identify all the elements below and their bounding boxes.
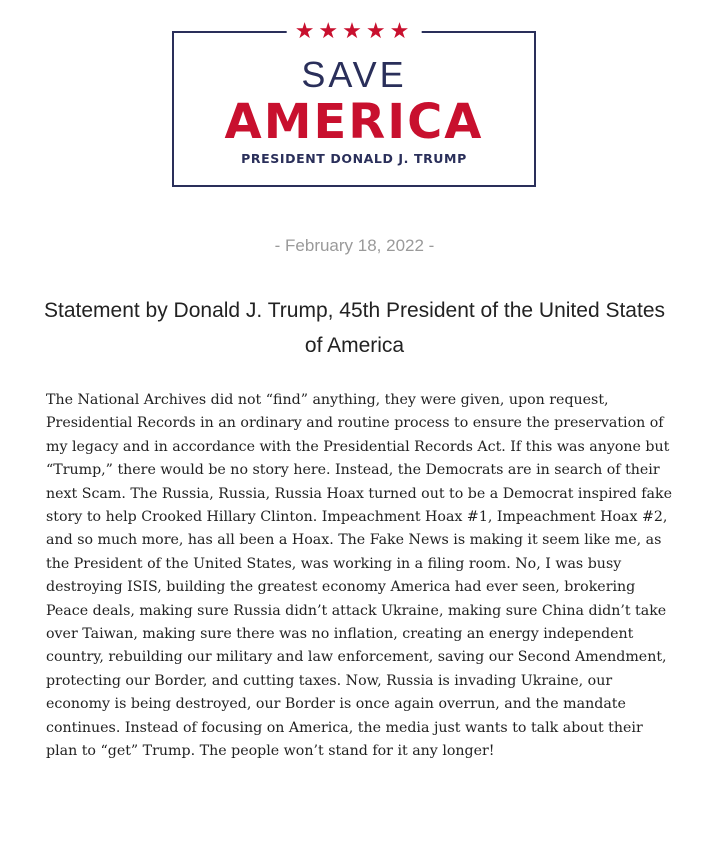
save-america-logo — [172, 19, 536, 187]
logo-president-text: PRESIDENT DONALD J. TRUMP — [241, 151, 467, 166]
stars-icon: ★★★★★ — [287, 19, 422, 45]
statement-date: - February 18, 2022 - — [274, 236, 435, 255]
logo-america-text: AMERICA — [224, 94, 484, 150]
statement-body — [46, 389, 676, 764]
statement-paragraph: The National Archives did not “find” anything, they were given, upon request, Presidential Records in an ordinary and routine process to ensure the preservation of my legacy and in accordance with the Presidential Records Act. If this was anyone but “Trump,” there would be no story here. Instead, the Democrats are in search of their next Scam. The Russia, Russia, Russia Hoax turned out to be a Democrat inspired fake story to help Crooked Hillary Clinton. Impeachment Hoax #1, Impeachment Hoax #2, and so much more, has all been a Hoax. The Fake News is making it seem like me, as the President of the United States, was working in a filing room. No, I was busy destroying ISIS, building the greatest economy America had ever seen, brokering Peace deals, making sure Russia didn’t attack Ukraine, making sure China didn’t take over Taiwan, making sure there was no inflation, creating an energy independent country, rebuilding our military and law enforcement, saving our Second Amendment, protecting our Border, and cutting taxes. Now, Russia is invading Ukraine, our economy is being destroyed, our Border is once again overrun, and the mandate continues. Instead of focusing on America, the media just wants to talk about their plan to “get” Trump. The people won’t stand for it any longer! — [46, 392, 672, 760]
logo-save-text: SAVE — [301, 54, 407, 95]
statement-title: Statement by Donald J. Trump, 45th President of the United States of America — [43, 299, 665, 357]
